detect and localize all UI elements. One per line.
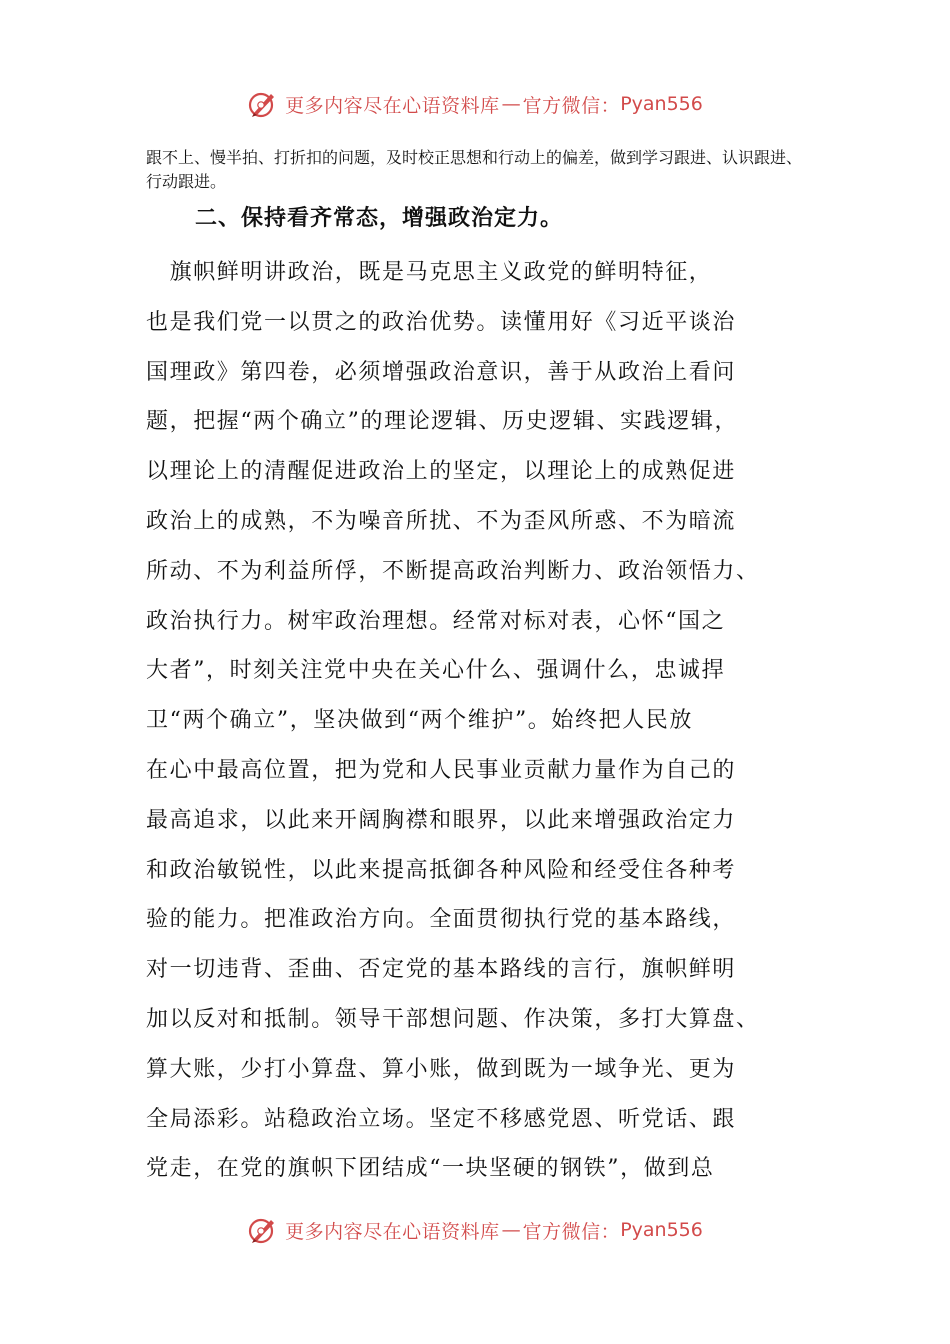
header-watermark-banner (0, 84, 950, 124)
section-heading: 二、保持看齐常态，增强政治定力。 (195, 205, 564, 231)
footer-watermark-banner (0, 1210, 950, 1250)
banner-separator: — (501, 1219, 521, 1241)
body-line: 大者”，时刻关注党中央在关心什么、强调什么，忠诚捍 (146, 658, 726, 684)
body-line: 题，把握“两个确立”的理论逻辑、历史逻辑、实践逻辑， (146, 409, 739, 435)
body-line: 加以反对和抵制。领导干部想问题、作决策，多打大算盘、 (146, 1006, 760, 1032)
body-line: 算大账，少打小算盘、算小账，做到既为一域争光、更为 (146, 1056, 737, 1082)
body-line: 卫“两个确立”，坚决做到“两个维护”。始终把人民放 (146, 708, 693, 734)
body-line: 所动、不为利益所俘，不断提高政治判断力、政治领悟力、 (146, 558, 760, 584)
banner-text: 更多内容尽在心语资料库 (285, 1220, 500, 1243)
body-line: 对一切违背、歪曲、否定党的基本路线的言行，旗帜鲜明 (146, 957, 737, 983)
body-line: 以理论上的清醒促进政治上的坚定，以理论上的成熟促进 (146, 459, 737, 485)
banner-wechat-id: Pyan556 (620, 1219, 703, 1241)
body-line: 旗帜鲜明讲政治，既是马克思主义政党的鲜明特征， (146, 260, 713, 285)
banner-separator: — (501, 93, 521, 115)
body-line: 政治上的成熟，不为噪音所扰、不为歪风所惑、不为暗流 (146, 508, 737, 534)
banner-text: 更多内容尽在心语资料库 (285, 94, 500, 117)
body-line: 验的能力。把准政治方向。全面贯彻执行党的基本路线， (146, 907, 737, 933)
body-text (146, 248, 826, 1194)
banner-official: 官方微信： (522, 94, 621, 117)
pen-logo-icon (247, 1214, 279, 1246)
body-line: 政治执行力。树牢政治理想。经常对标对表，心怀“国之 (146, 608, 726, 634)
body-line: 也是我们党一以贯之的政治优势。读懂用好《习近平谈治 (146, 309, 737, 335)
body-line: 国理政》第四卷，必须增强政治意识，善于从政治上看问 (146, 359, 737, 385)
continuation-paragraph: 跟不上、慢半拍、打折扣的问题，及时校正思想和行动上的偏差，做到学习跟进、认识跟进、行动跟进。 (146, 148, 803, 191)
pen-logo-icon (247, 88, 279, 120)
body-line: 党走，在党的旗帜下团结成“一块坚硬的钢铁”，做到总 (146, 1156, 715, 1182)
body-line: 在心中最高位置，把为党和人民事业贡献力量作为自己的 (146, 757, 737, 783)
body-line: 全局添彩。站稳政治立场。坚定不移感党恩、听党话、跟 (146, 1106, 737, 1132)
body-line: 最高追求，以此来开阔胸襟和眼界，以此来增强政治定力 (146, 807, 737, 833)
body-line: 和政治敏锐性，以此来提高抵御各种风险和经受住各种考 (146, 857, 737, 883)
banner-official: 官方微信： (522, 1220, 621, 1243)
banner-wechat-id: Pyan556 (620, 93, 703, 115)
